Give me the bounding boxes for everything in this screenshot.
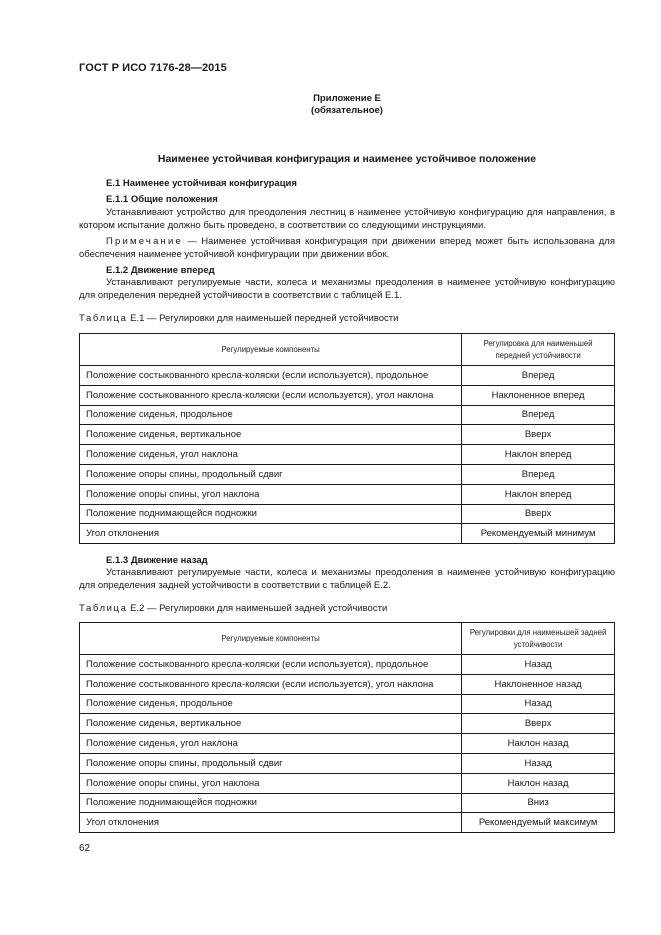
table-row bbox=[80, 674, 615, 694]
table-row bbox=[80, 445, 615, 465]
table-cell: Положение состыкованного кресла-коляски (если используется), угол наклона bbox=[80, 385, 462, 405]
table-row bbox=[80, 385, 615, 405]
table-cell: Положение поднимающейся подножки bbox=[80, 793, 462, 813]
table-cell: Угол отклонения bbox=[80, 524, 462, 544]
table-cell: Вверх bbox=[462, 425, 615, 445]
table-cell: Назад bbox=[462, 655, 615, 675]
paragraph-e13: Устанавливают регулируемые части, колеса и механизмы преодоления в наименее устойчивую конфигурацию для определения задней устойчивости в соответствии с таблицей Е.2. bbox=[79, 567, 615, 591]
table1 bbox=[79, 333, 615, 544]
table-row bbox=[80, 484, 615, 504]
heading-e1: Е.1 Наименее устойчивая конфигурация bbox=[106, 178, 297, 189]
note-label: Примечание bbox=[106, 236, 183, 247]
table-cell: Назад bbox=[462, 694, 615, 714]
table-cell: Вперед bbox=[462, 405, 615, 425]
table-cell: Рекомендуемый минимум bbox=[462, 524, 615, 544]
table-cell: Наклоненное назад bbox=[462, 674, 615, 694]
table-cell: Вперед bbox=[462, 464, 615, 484]
table-cell: Наклон вперед bbox=[462, 445, 615, 465]
table-cell: Вверх bbox=[462, 504, 615, 524]
heading-e11: Е.1.1 Общие положения bbox=[106, 194, 218, 205]
table-cell: Рекомендуемый максимум bbox=[462, 813, 615, 833]
table-cell: Наклоненное вперед bbox=[462, 385, 615, 405]
table-cell: Вперед bbox=[462, 366, 615, 386]
table-cell: Положение сиденья, угол наклона bbox=[80, 734, 462, 754]
table-cell: Угол отклонения bbox=[80, 813, 462, 833]
table-cell: Положение опоры спины, угол наклона bbox=[80, 773, 462, 793]
table-row bbox=[80, 773, 615, 793]
table-row bbox=[80, 813, 615, 833]
table-row bbox=[80, 793, 615, 813]
table-cell: Наклон назад bbox=[462, 773, 615, 793]
paragraph-e11: Устанавливают устройство для преодоления лестниц в наименее устойчивую конфигурацию для направления, в котором испытание должно быть проведено, в соответствии со следующими инструкциями. bbox=[79, 207, 615, 231]
table-row bbox=[80, 714, 615, 734]
table-row bbox=[80, 694, 615, 714]
table-row bbox=[80, 655, 615, 675]
table-row bbox=[80, 753, 615, 773]
table-cell: Наклон вперед bbox=[462, 484, 615, 504]
table2 bbox=[79, 622, 615, 833]
table1-caption-label: Таблица bbox=[79, 313, 128, 324]
heading-e12: Е.1.2 Движение вперед bbox=[106, 265, 215, 276]
table-cell: Положение сиденья, вертикальное bbox=[80, 714, 462, 734]
table2-caption-text: Е.2 — Регулировки для наименьшей задней устойчивости bbox=[127, 603, 388, 614]
table1-caption bbox=[79, 313, 398, 324]
table-cell: Положение сиденья, вертикальное bbox=[80, 425, 462, 445]
table-cell: Положение опоры спины, продольный сдвиг bbox=[80, 464, 462, 484]
table-row bbox=[80, 425, 615, 445]
table-cell: Положение состыкованного кресла-коляски (если используется), продольное bbox=[80, 366, 462, 386]
table1-caption-text: Е.1 — Регулировки для наименьшей передней устойчивости bbox=[127, 313, 399, 324]
table-cell: Положение опоры спины, угол наклона bbox=[80, 484, 462, 504]
table2-caption-label: Таблица bbox=[79, 603, 128, 614]
heading-e13: Е.1.3 Движение назад bbox=[106, 555, 208, 566]
table-cell: Положение опоры спины, продольный сдвиг bbox=[80, 753, 462, 773]
table-cell: Положение состыкованного кресла-коляски (если используется), продольное bbox=[80, 655, 462, 675]
document-header: ГОСТ Р ИСО 7176-28—2015 bbox=[79, 62, 227, 74]
table-row bbox=[80, 405, 615, 425]
table-cell: Положение сиденья, продольное bbox=[80, 405, 462, 425]
table-cell: Вниз bbox=[462, 793, 615, 813]
table-row bbox=[80, 366, 615, 386]
section-title: Наименее устойчивая конфигурация и наименее устойчивое положение bbox=[157, 153, 537, 165]
paragraph-e12: Устанавливают регулируемые части, колеса и механизмы преодоления в наименее устойчивую конфигурацию для определения передней устойчивости в соответствии с таблицей Е.1. bbox=[79, 277, 615, 301]
note-paragraph bbox=[79, 235, 615, 261]
table-row bbox=[80, 504, 615, 524]
page-number: 62 bbox=[79, 843, 91, 854]
note-text: — Наименее устойчивая конфигурация при движении вперед может быть использована для обеспечения наименее устойчивой конфигурации при движении вбок. bbox=[79, 236, 615, 260]
appendix-subtitle: (обязательное) bbox=[311, 105, 383, 116]
table-row bbox=[80, 734, 615, 754]
table-cell: Наклон назад bbox=[462, 734, 615, 754]
table-cell: Вверх bbox=[462, 714, 615, 734]
table-cell: Положение сиденья, угол наклона bbox=[80, 445, 462, 465]
table2-caption bbox=[79, 603, 387, 614]
table2-header-cell: Регулируемые компоненты bbox=[80, 623, 462, 655]
table-cell: Назад bbox=[462, 753, 615, 773]
table2-header-cell: Регулировки для наименьшей задней устойчивости bbox=[462, 623, 615, 655]
table-row bbox=[80, 464, 615, 484]
table-cell: Положение поднимающейся подножки bbox=[80, 504, 462, 524]
table2-header-row bbox=[80, 623, 615, 655]
table1-header-cell: Регулировка для наименьшей передней устойчивости bbox=[462, 334, 615, 366]
table1-header-row bbox=[80, 334, 615, 366]
table1-header-cell: Регулируемые компоненты bbox=[80, 334, 462, 366]
table-cell: Положение сиденья, продольное bbox=[80, 694, 462, 714]
table-cell: Положение состыкованного кресла-коляски (если используется), угол наклона bbox=[80, 674, 462, 694]
table-row bbox=[80, 524, 615, 544]
appendix-title: Приложение Е bbox=[313, 93, 381, 104]
